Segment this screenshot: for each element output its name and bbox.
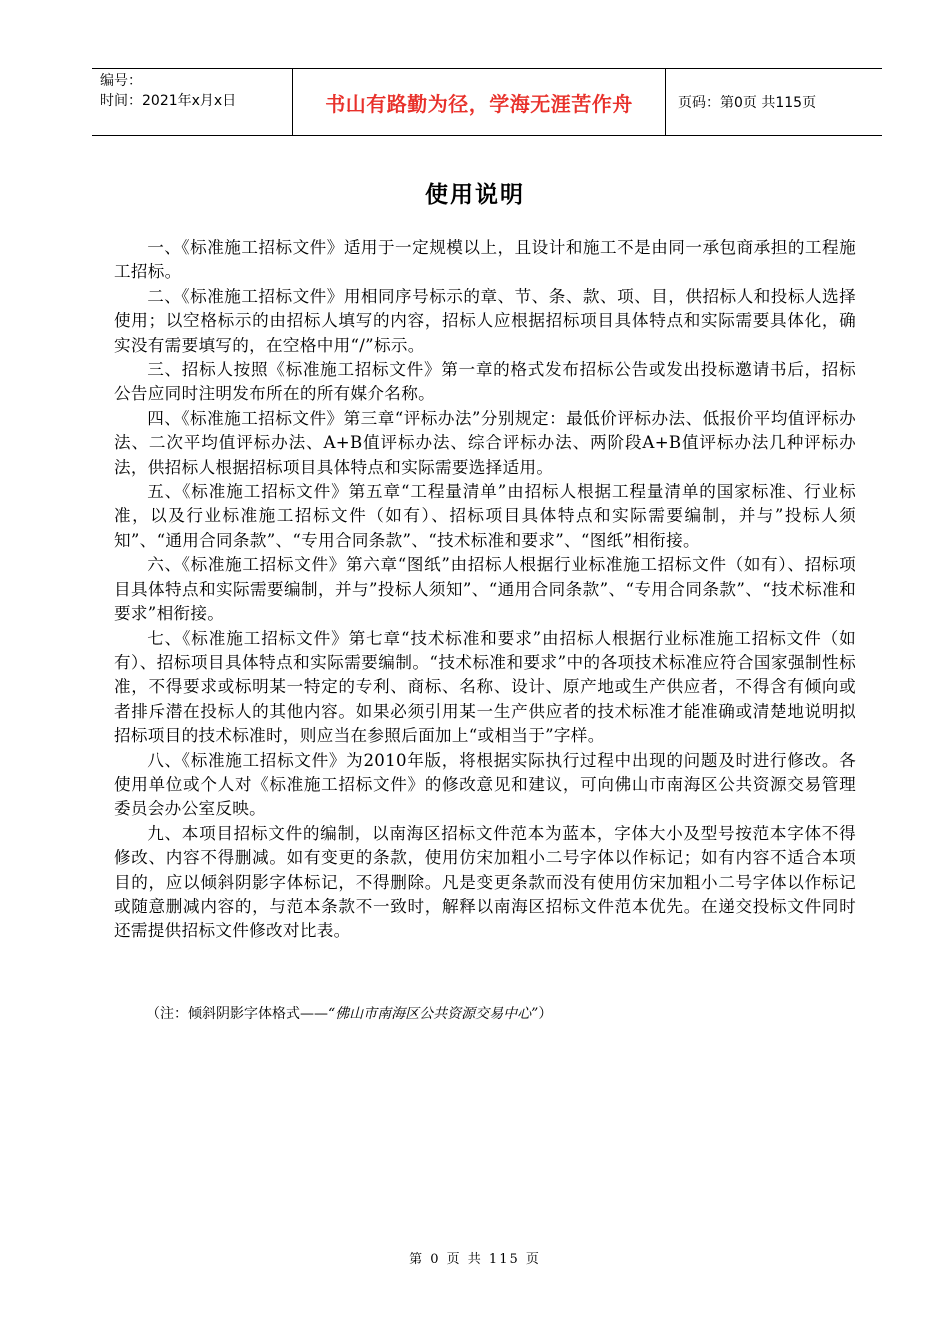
note-prefix: （注：倾斜阴影字体格式—— — [146, 1006, 328, 1022]
paragraph-2: 二、《标准施工招标文件》用相同序号标示的章、节、条、款、项、目，供招标人和投标人选择使用；以空格标示的由招标人填写的内容，招标人应根据招标项目具体特点和实际需要具体化，确实没有需要填写的，在空格中用“/”标示。 — [114, 286, 856, 355]
note-example: “佛山市南海区公共资源交易中心” — [328, 1006, 539, 1022]
header-motto: 书山有路勤为径，学海无涯苦作舟 — [292, 69, 666, 135]
header-number-label: 编号： — [100, 73, 142, 89]
paragraph-3: 三、招标人按照《标准施工招标文件》第一章的格式发布招标公告或发出投标邀请书后，招标公告应同时注明发布所在的所有媒介名称。 — [114, 360, 856, 404]
document-body — [114, 236, 856, 944]
paragraph-7: 七、《标准施工招标文件》第七章“技术标准和要求”由招标人根据行业标准施工招标文件（如有）、招标项目具体特点和实际需要编制。“技术标准和要求”中的各项技术标准应符合国家强制性标准，不得要求或标明某一特定的专利、商标、名称、设计、原产地或生产供应者，不得含有倾向或者排斥潜在投标人的其他内容。如果必须引用某一生产供应者的技术标准才能准确或清楚地说明拟招标项目的技术标准时，则应当在参照后面加上“或相当于”字样。 — [114, 628, 856, 746]
header-meta — [92, 69, 292, 135]
note-suffix: ） — [538, 1006, 553, 1022]
header-page-info: 页码：第0页 共115页 — [678, 95, 817, 111]
paragraph-9: 九、本项目招标文件的编制，以南海区招标文件范本为蓝本，字体大小及型号按范本字体不得修改、内容不得删减。如有变更的条款，使用仿宋加粗小二号字体以作标记；如有内容不适合本项目的，应以倾斜阴影字体标记，不得删除。凡是变更条款而没有使用仿宋加粗小二号字体以作标记或随意删减内容的，与范本条款不一致时，解释以南海区招标文件范本优先。在递交投标文件同时还需提供招标文件修改对比表。 — [114, 823, 856, 941]
paragraph-8: 八、《标准施工招标文件》为2010年版，将根据实际执行过程中出现的问题及时进行修改。各使用单位或个人对《标准施工招标文件》的修改意见和建议，可向佛山市南海区公共资源交易管理委员会办公室反映。 — [114, 750, 856, 819]
header-time-label: 时间：2021年x月x日 — [100, 93, 237, 109]
paragraph-1: 一、《标准施工招标文件》适用于一定规模以上，且设计和施工不是由同一承包商承担的工程施工招标。 — [114, 238, 856, 282]
page-footer: 第 0 页 共 115 页 — [409, 1252, 541, 1267]
document-header — [92, 68, 882, 136]
style-note — [146, 1004, 552, 1024]
page-title: 使用说明 — [425, 182, 525, 208]
paragraph-6: 六、《标准施工招标文件》第六章“图纸”由招标人根据行业标准施工招标文件（如有）、招标项目具体特点和实际需要编制，并与”投标人须知”、“通用合同条款”、“专用合同条款”、“技术标准和要求”相衔接。 — [114, 555, 856, 624]
paragraph-5: 五、《标准施工招标文件》第五章“工程量清单”由招标人根据工程量清单的国家标准、行业标准，以及行业标准施工招标文件（如有）、招标项目具体特点和实际需要编制，并与”投标人须知”、“通用合同条款”、“专用合同条款”、“技术标准和要求”、“图纸”相衔接。 — [114, 482, 856, 550]
paragraph-4: 四、《标准施工招标文件》第三章“评标办法”分别规定：最低价评标办法、低报价平均值评标办法、二次平均值评标办法、A+B值评标办法、综合评标办法、两阶段A+B值评标办法几种评标办法，供招标人根据招标项目具体特点和实际需要选择适用。 — [114, 408, 856, 477]
